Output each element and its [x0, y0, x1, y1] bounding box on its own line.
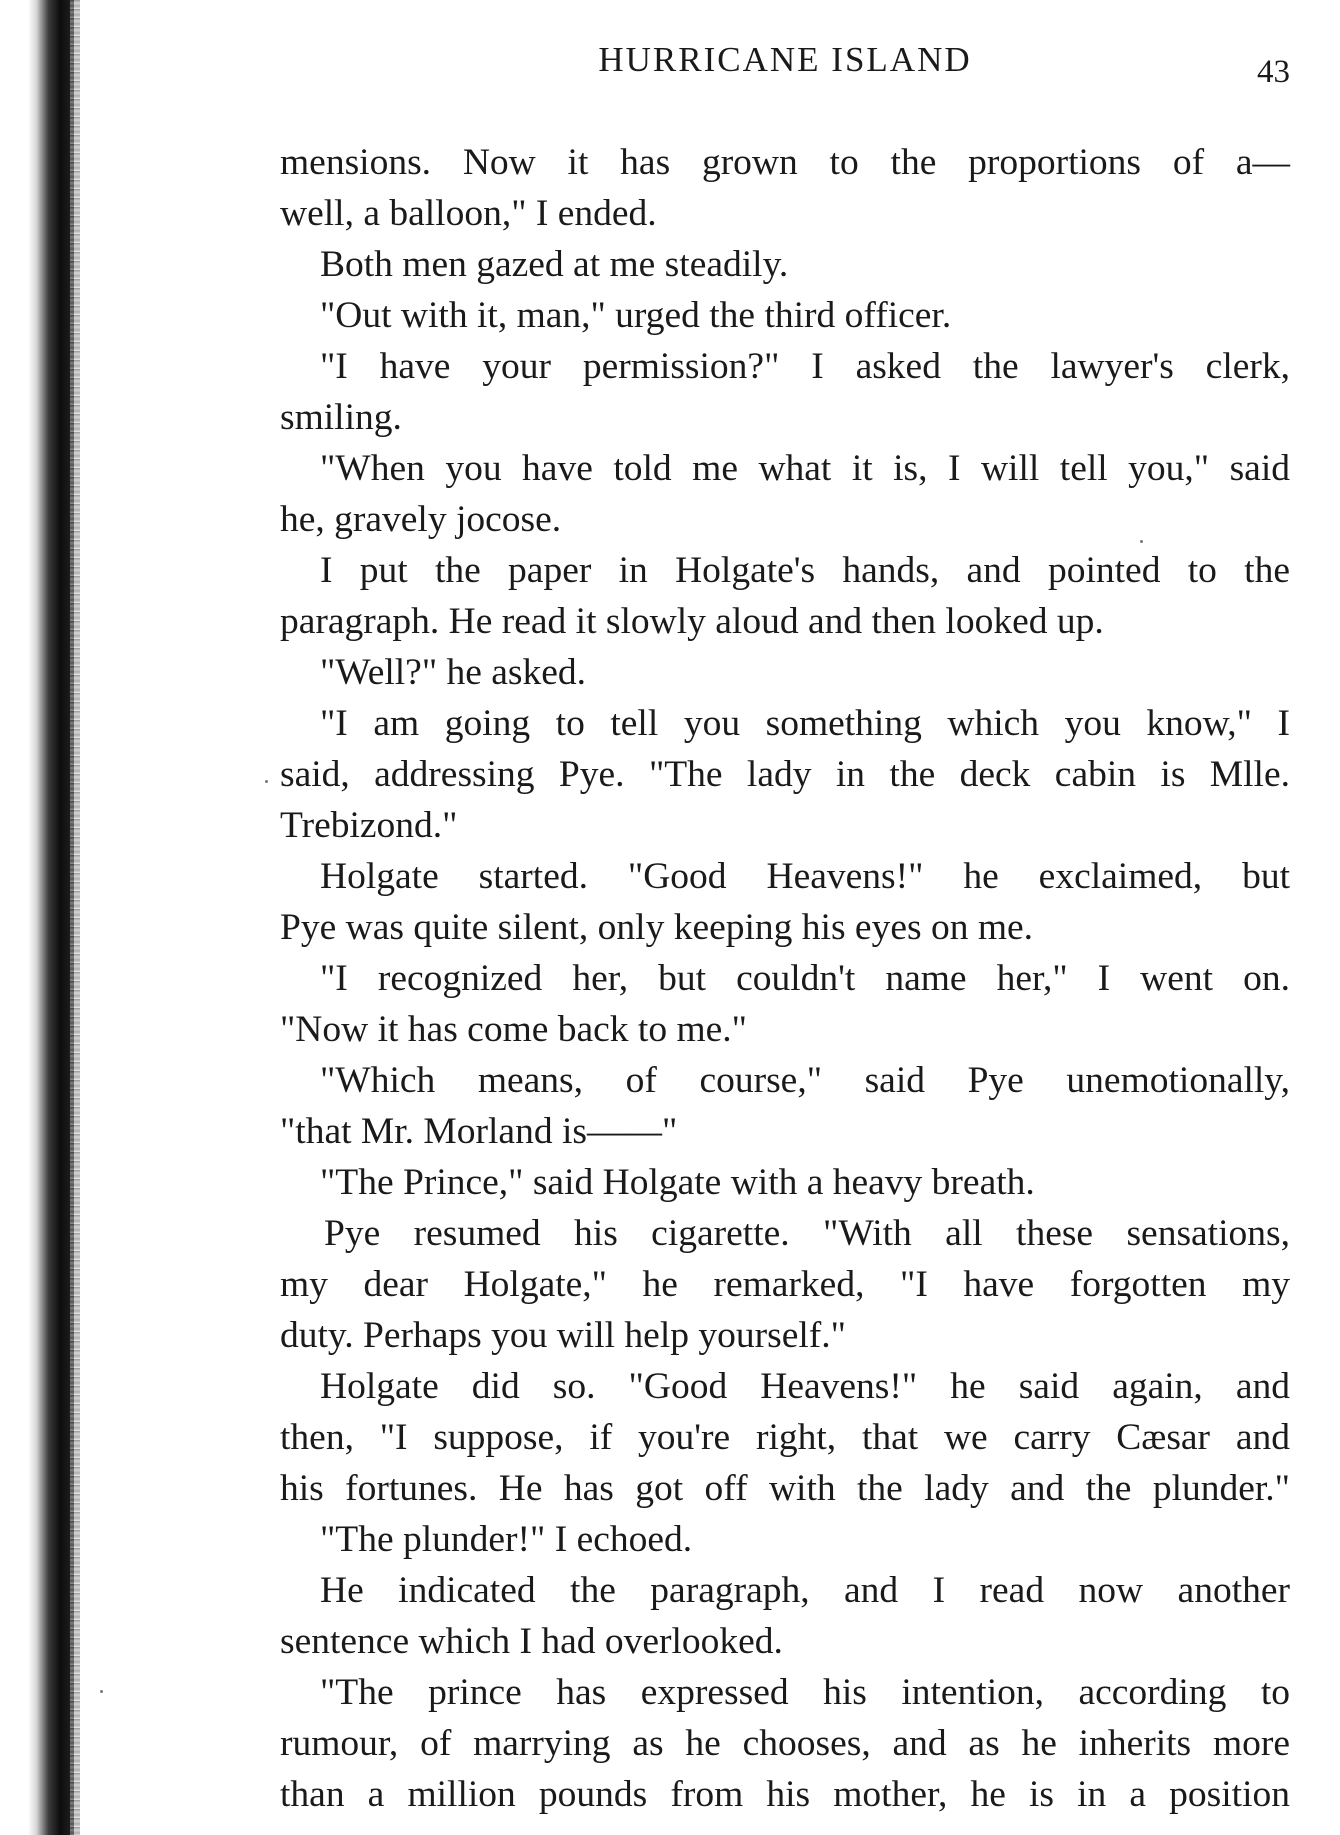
- text-line: his fortunes. He has got off with the lady and the plunder.": [280, 1468, 1290, 1509]
- running-head: HURRICANE ISLAND: [598, 40, 972, 79]
- text-line: duty. Perhaps you will help yourself.": [280, 1315, 846, 1356]
- page-number: 43: [1257, 54, 1290, 90]
- text-line: well, a balloon," I ended.: [280, 193, 657, 234]
- text-line: smiling.: [280, 397, 402, 438]
- text-line: "Well?" he asked.: [320, 652, 587, 693]
- text-line: "The Prince," said Holgate with a heavy breath.: [320, 1162, 1035, 1203]
- body-text: [280, 137, 1290, 1820]
- paper-speck: [1140, 540, 1143, 543]
- text-line: "Now it has come back to me.": [280, 1009, 747, 1050]
- text-line: Pye resumed his cigarette. "With all these sensations,: [324, 1213, 1290, 1254]
- text-line: mensions. Now it has grown to the proportions of a—: [280, 142, 1290, 183]
- text-line: Trebizond.": [280, 805, 458, 846]
- text-line: my dear Holgate," he remarked, "I have forgotten my: [280, 1264, 1290, 1305]
- text-line: rumour, of marrying as he chooses, and as he inherits more: [280, 1723, 1290, 1764]
- text-line: I put the paper in Holgate's hands, and pointed to the: [320, 550, 1290, 591]
- text-line: "Out with it, man," urged the third officer.: [320, 295, 952, 336]
- text-line: "I am going to tell you something which you know," I: [320, 703, 1290, 744]
- text-line: Holgate started. "Good Heavens!" he exclaimed, but: [320, 856, 1290, 897]
- text-line: "I have your permission?" I asked the lawyer's clerk,: [320, 346, 1290, 387]
- text-line: said, addressing Pye. "The lady in the deck cabin is Mlle.: [280, 754, 1290, 795]
- text-line: Both men gazed at me steadily.: [320, 244, 789, 285]
- text-line: "I recognized her, but couldn't name her," I went on.: [320, 958, 1290, 999]
- text-line: "that Mr. Morland is——": [280, 1111, 678, 1152]
- text-line: than a million pounds from his mother, he is in a position: [280, 1774, 1290, 1815]
- text-line: paragraph. He read it slowly aloud and then looked up.: [280, 601, 1104, 642]
- text-line: "When you have told me what it is, I will tell you," said: [320, 448, 1290, 489]
- text-line: "Which means, of course," said Pye unemotionally,: [320, 1060, 1290, 1101]
- paper-speck: [100, 1690, 103, 1693]
- text-line: he, gravely jocose.: [280, 499, 562, 540]
- text-line: Pye was quite silent, only keeping his eyes on me.: [280, 907, 1034, 948]
- text-line: He indicated the paragraph, and I read now another: [320, 1570, 1290, 1611]
- text-line: "The prince has expressed his intention, according to: [320, 1672, 1290, 1713]
- text-line: then, "I suppose, if you're right, that we carry Cæsar and: [280, 1417, 1290, 1458]
- text-line: sentence which I had overlooked.: [280, 1621, 783, 1662]
- paper-speck: [265, 780, 268, 783]
- page-edge: [70, 0, 80, 1835]
- page-header: [280, 40, 1290, 90]
- text-line: "The plunder!" I echoed.: [320, 1519, 693, 1560]
- text-line: Holgate did so. "Good Heavens!" he said again, and: [320, 1366, 1290, 1407]
- book-spine-shadow: [28, 0, 74, 1835]
